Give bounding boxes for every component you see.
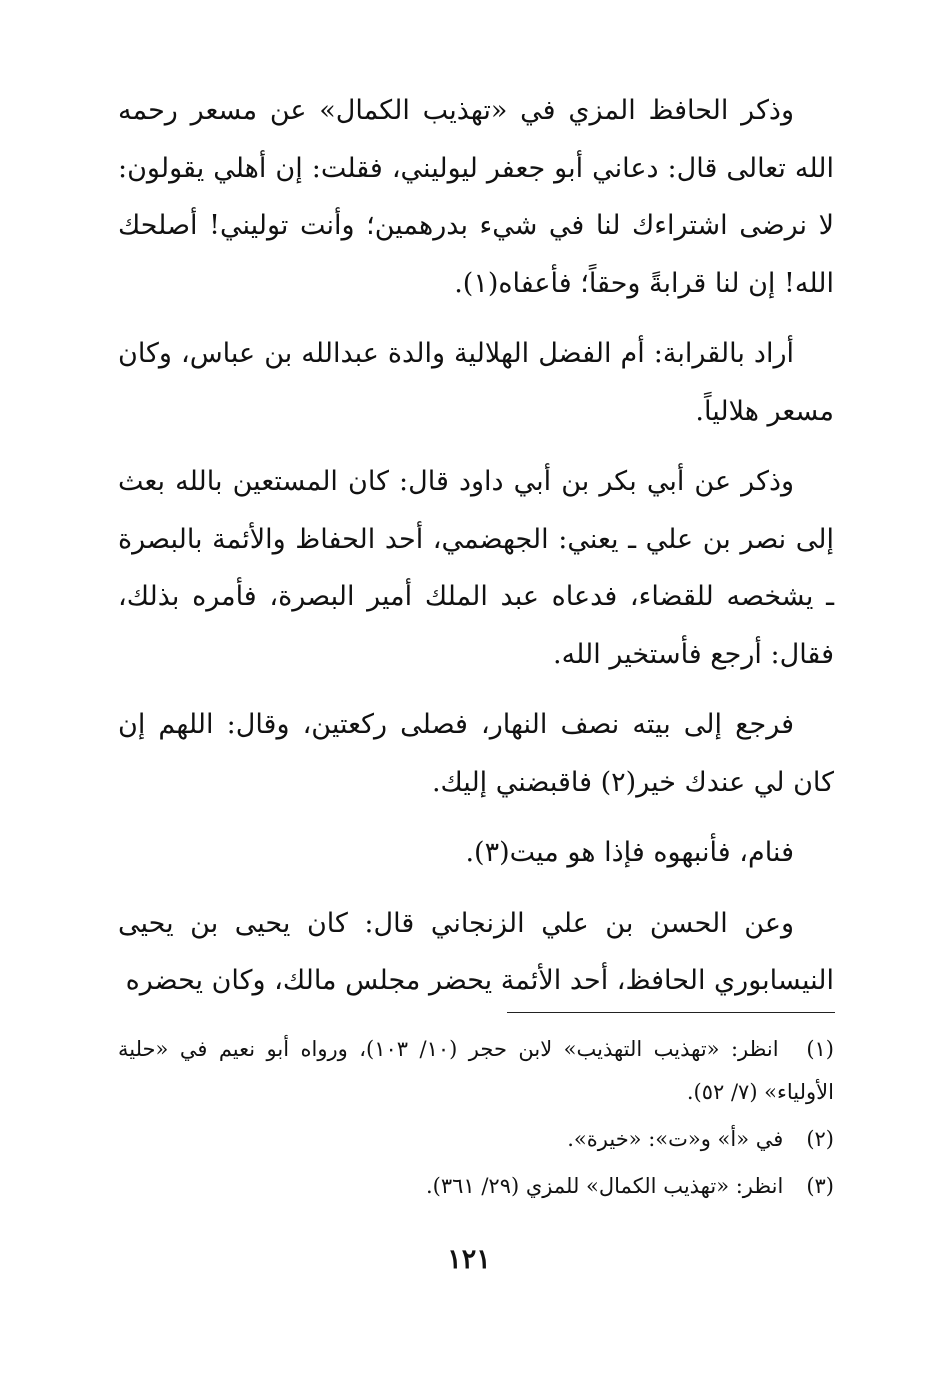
- footnote-number: (٢): [806, 1127, 834, 1151]
- footnote-number: (٣): [806, 1174, 834, 1198]
- paragraph-6: وعن الحسن بن علي الزنجاني قال: كان يحيى بن يحيى النيسابوري الحافظ، أحد الأئمة يحضر مجلس مالك، وكان يحضره: [118, 907, 834, 996]
- paragraph-4: فرجع إلى بيته نصف النهار، فصلى ركعتين، وقال: اللهم إن كان لي عندك خير(٢) فاقبضني إليك.: [118, 709, 834, 798]
- footnote-text: انظر: «تهذيب التهذيب» لابن حجر (١٠/ ١٠٣)، ورواه أبو نعيم في «حلية الأولياء» (٧/ ٥٢).: [118, 1037, 834, 1104]
- footnote-separator: [507, 1012, 835, 1013]
- footnote-3: [118, 1165, 834, 1208]
- footnote-number: (١): [806, 1037, 834, 1061]
- footnote-text: انظر: «تهذيب الكمال» للمزي (٢٩/ ٣٦١).: [425, 1174, 784, 1198]
- footnotes: [118, 1028, 834, 1212]
- page-number: ١٢١: [447, 1244, 491, 1275]
- paragraph-1: وذكر الحافظ المزي في «تهذيب الكمال» عن مسعر رحمه الله تعالى قال: دعاني أبو جعفر ليوليني، فقلت: إن أهلي يقولون: لا نرضى اشتراءك لنا في شيء بدرهمين؛ وأنت توليني! أصلحك الله! إن لنا قرابةً وحقاً؛ فأعفاه(١).: [118, 95, 834, 299]
- paragraph-3: وذكر عن أبي بكر بن أبي داود قال: كان المستعين بالله بعث إلى نصر بن علي ـ يعني: الجهضمي، أحد الحفاظ والأئمة بالبصرة ـ يشخصه للقضاء، فدعاه عبد الملك أمير البصرة، فأمره بذلك، فقال: أرجع فأستخير الله.: [118, 466, 834, 670]
- footnote-text: في «أ» و«ت»: «خيرة».: [567, 1127, 784, 1151]
- paragraph-2: أراد بالقرابة: أم الفضل الهلالية والدة عبدالله بن عباس، وكان مسعر هلالياً.: [118, 338, 834, 427]
- paragraph-5: فنام، فأنبهوه فإذا هو ميت(٣).: [465, 837, 794, 868]
- footnote-1: [118, 1028, 834, 1114]
- footnote-2: [118, 1118, 834, 1161]
- main-text: [118, 82, 834, 1023]
